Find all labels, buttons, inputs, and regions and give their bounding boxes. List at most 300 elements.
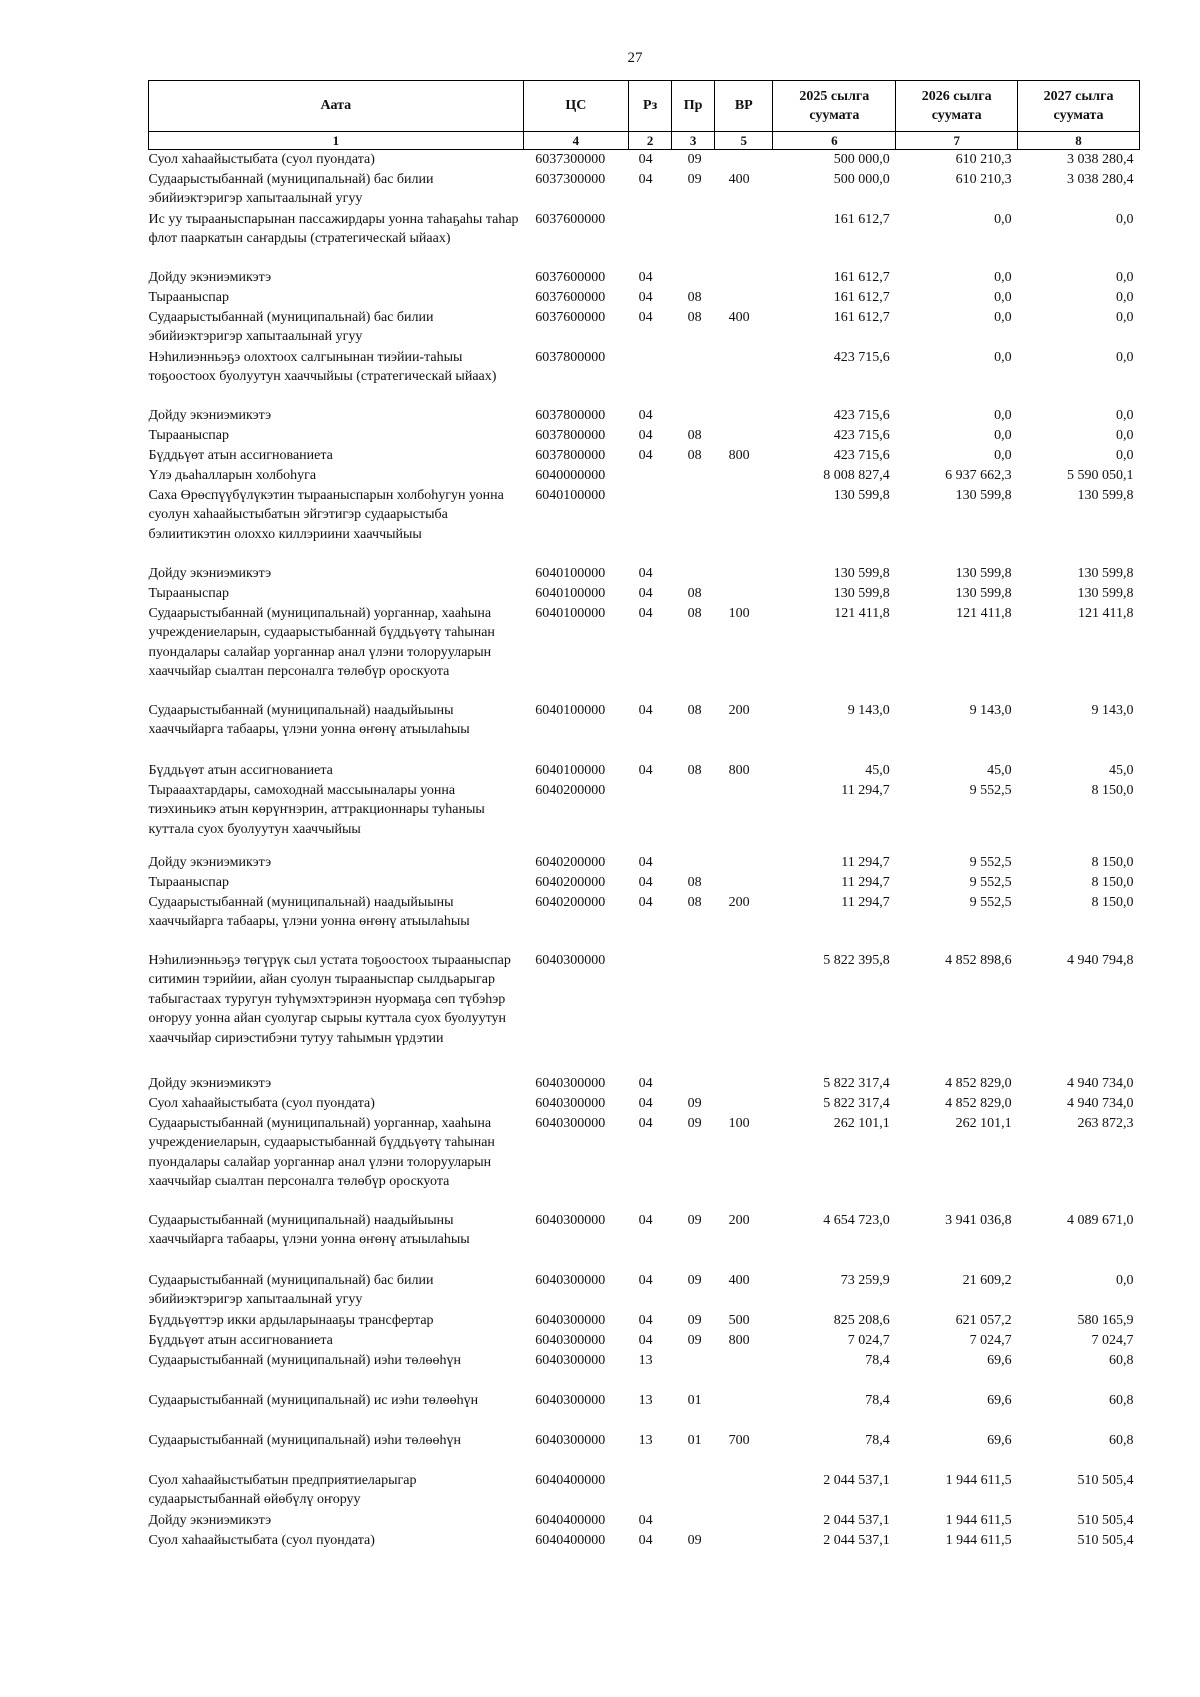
row-cs: 6040100000 <box>535 585 606 601</box>
row-cs: 6037600000 <box>535 309 606 325</box>
table-row <box>149 268 1140 288</box>
row-2027: 0,0 <box>1116 211 1134 227</box>
row-name: Үлэ дьаһалларын холбоһуга <box>148 467 317 483</box>
row-2027: 130 599,8 <box>1077 565 1134 581</box>
row-2025: 825 208,6 <box>833 1312 890 1328</box>
table-row <box>149 584 1140 604</box>
row-2026: 0,0 <box>994 447 1012 463</box>
column-number-row <box>149 132 1140 150</box>
column-number: 8 <box>1018 132 1140 150</box>
row-2025: 7 024,7 <box>847 1332 890 1348</box>
row-2026: 9 552,5 <box>969 854 1012 870</box>
row-rz: 04 <box>638 309 653 325</box>
row-2025: 73 259,9 <box>840 1272 890 1288</box>
row-name: Дойду экэниэмикэтэ <box>148 565 272 581</box>
row-vr <box>715 1471 773 1511</box>
row-vr <box>715 426 773 446</box>
row-name: Бүддьүөттэр икки ардыларынааҕы трансфертар <box>148 1312 434 1328</box>
row-vr: 800 <box>728 447 750 463</box>
row-2026: 0,0 <box>994 407 1012 423</box>
row-vr <box>715 1351 773 1391</box>
table-row <box>149 288 1140 308</box>
row-2027: 510 505,4 <box>1077 1512 1134 1528</box>
row-name: Тырааныспар <box>148 427 230 443</box>
row-pr <box>672 853 715 873</box>
row-rz: 04 <box>638 1115 653 1131</box>
row-vr: 200 <box>728 894 750 910</box>
row-2026: 130 599,8 <box>955 565 1012 581</box>
table-row <box>149 150 1140 170</box>
row-rz: 13 <box>638 1352 653 1368</box>
row-2026: 9 552,5 <box>969 894 1012 910</box>
table-row <box>149 1351 1140 1391</box>
row-2026: 121 411,8 <box>956 605 1012 621</box>
row-2027: 8 150,0 <box>1091 894 1134 910</box>
row-cs: 6037600000 <box>535 211 606 227</box>
table-row <box>149 446 1140 466</box>
table-row <box>149 170 1140 210</box>
row-pr: 09 <box>687 1272 702 1288</box>
budget-table <box>148 80 1140 1551</box>
row-vr: 800 <box>728 762 750 778</box>
table-row <box>149 564 1140 584</box>
row-rz: 04 <box>638 854 653 870</box>
row-cs: 6040300000 <box>535 952 606 968</box>
row-pr: 08 <box>687 894 702 910</box>
row-2026: 0,0 <box>994 349 1012 365</box>
row-pr: 08 <box>687 447 702 463</box>
row-2027: 0,0 <box>1116 269 1134 285</box>
row-vr <box>715 406 773 426</box>
row-rz: 04 <box>638 894 653 910</box>
row-cs: 6037600000 <box>535 289 606 305</box>
column-number: 4 <box>523 132 628 150</box>
row-2027: 4 940 734,0 <box>1067 1075 1134 1091</box>
row-rz: 04 <box>638 565 653 581</box>
row-rz: 04 <box>638 874 653 890</box>
row-2025: 45,0 <box>865 762 890 778</box>
header-2025: 2025 сылга суумата <box>773 81 896 132</box>
row-pr: 08 <box>687 874 702 890</box>
row-name: Нэһилиэнньэҕэ төгүрүк сыл устата тоҕоостоох тырааныспар ситимин тэрийии, айан суолун тырааныспар сылдьарыгар табыгастаах туругун туһүмэхтэринэн нуормаҕа сөп түбэһэр оҥоруу уонна айан суолугар сырыы куттала суох буолуутун хааччыйар сириэстибэни тутуу таһымын үрдэтии <box>148 952 511 1046</box>
row-cs: 6040400000 <box>535 1512 606 1528</box>
row-name: Суол хаһаайыстыбата (суол пуондата) <box>148 1532 375 1548</box>
row-pr: 09 <box>687 152 702 167</box>
row-2027: 8 150,0 <box>1091 782 1134 798</box>
row-2026: 0,0 <box>994 211 1012 227</box>
row-cs: 6040400000 <box>535 1472 606 1488</box>
row-vr: 400 <box>728 171 750 187</box>
row-vr: 100 <box>728 1115 750 1131</box>
row-name: Судаарыстыбаннай (муниципальнай) наадыйыыны хааччыйарга табаары, үлэни уонна өҥөнү атыылаһыы <box>148 894 470 929</box>
row-2025: 161 612,7 <box>833 289 890 305</box>
row-name: Судаарыстыбаннай (муниципальнай) наадыйыыны хааччыйарга табаары, үлэни уонна өҥөнү атыылаһыы <box>148 702 470 737</box>
row-name: Тырааныспар <box>148 874 230 890</box>
row-name: Судаарыстыбаннай (муниципальнай) бас билии эбийиэктэригэр хапытаалынай угуу <box>148 309 434 344</box>
row-2025: 2 044 537,1 <box>823 1472 890 1488</box>
row-name: Судаарыстыбаннай (муниципальнай) бас билии эбийиэктэригэр хапытаалынай угуу <box>148 1272 434 1307</box>
table-row <box>149 406 1140 426</box>
row-2026: 21 609,2 <box>962 1272 1012 1288</box>
row-name: Дойду экэниэмикэтэ <box>148 854 272 870</box>
table-row <box>149 604 1140 701</box>
row-2027: 263 872,3 <box>1077 1115 1134 1131</box>
row-2025: 5 822 317,4 <box>823 1075 890 1091</box>
row-rz <box>629 466 672 486</box>
row-2027: 121 411,8 <box>1078 605 1134 621</box>
row-cs: 6040100000 <box>535 605 606 621</box>
column-number: 1 <box>149 132 524 150</box>
row-rz: 04 <box>638 1512 653 1528</box>
row-2025: 8 008 827,4 <box>823 467 890 483</box>
row-rz: 04 <box>638 171 653 187</box>
row-2027: 9 143,0 <box>1091 702 1134 718</box>
row-rz: 13 <box>638 1392 653 1408</box>
row-2027: 0,0 <box>1116 407 1134 423</box>
row-2027: 60,8 <box>1109 1392 1134 1408</box>
row-2025: 262 101,1 <box>833 1115 890 1131</box>
row-2026: 0,0 <box>994 309 1012 325</box>
row-vr <box>715 564 773 584</box>
table-header-row <box>149 81 1140 132</box>
row-cs: 6040200000 <box>535 894 606 910</box>
row-vr: 700 <box>728 1432 750 1448</box>
row-name: Бүддьүөт атын ассигнованиета <box>148 1332 333 1348</box>
header-cs: ЦС <box>523 81 628 132</box>
row-cs: 6037600000 <box>535 269 606 285</box>
row-2027: 4 940 794,8 <box>1067 952 1134 968</box>
row-vr <box>715 1531 773 1551</box>
row-cs: 6040200000 <box>535 854 606 870</box>
row-pr: 08 <box>687 702 702 718</box>
row-pr <box>672 1511 715 1531</box>
row-2027: 3 038 280,4 <box>1067 171 1134 187</box>
row-cs: 6040100000 <box>535 565 606 581</box>
row-2025: 11 294,7 <box>841 894 890 910</box>
column-number: 6 <box>773 132 896 150</box>
row-pr <box>672 1351 715 1391</box>
table-row <box>149 1271 1140 1311</box>
row-2025: 11 294,7 <box>841 854 890 870</box>
row-2025: 130 599,8 <box>833 565 890 581</box>
row-cs: 6040300000 <box>535 1115 606 1131</box>
row-name: Суол хаһаайыстыбатын предприятиеларыгар судаарыстыбаннай өйөбүлү оҥоруу <box>148 1472 417 1507</box>
row-2027: 0,0 <box>1116 427 1134 443</box>
row-2027: 0,0 <box>1116 349 1134 365</box>
row-2025: 78,4 <box>865 1352 890 1368</box>
row-vr <box>715 1074 773 1094</box>
row-rz: 04 <box>638 1312 653 1328</box>
row-2026: 610 210,3 <box>955 171 1012 187</box>
row-name: Тырааныспар <box>148 289 230 305</box>
row-rz: 04 <box>638 427 653 443</box>
table-row <box>149 873 1140 893</box>
row-2025: 161 612,7 <box>833 269 890 285</box>
table-row <box>149 1531 1140 1551</box>
row-rz <box>629 210 672 268</box>
row-rz: 04 <box>638 1332 653 1348</box>
row-2027: 130 599,8 <box>1077 585 1134 601</box>
row-rz: 04 <box>638 1095 653 1111</box>
row-name: Судаарыстыбаннай (муниципальнай) бас билии эбийиэктэригэр хапытаалынай угуу <box>148 171 434 206</box>
row-name: Дойду экэниэмикэтэ <box>148 1512 272 1528</box>
row-2025: 5 822 395,8 <box>823 952 890 968</box>
column-number: 3 <box>672 132 715 150</box>
row-pr: 08 <box>687 605 702 621</box>
table-row <box>149 1114 1140 1211</box>
row-2027: 45,0 <box>1109 762 1134 778</box>
row-pr <box>672 466 715 486</box>
row-vr <box>715 873 773 893</box>
row-name: Ис уу тырааныспарынан пассажирдары уонна таһаҕаһы таһар флот пааркатын саҥардыы (стратегическай ыйаах) <box>148 211 519 246</box>
row-rz <box>629 781 672 853</box>
table-row <box>149 1431 1140 1471</box>
table-row <box>149 1331 1140 1351</box>
row-2027: 7 024,7 <box>1091 1332 1134 1348</box>
row-name: Дойду экэниэмикэтэ <box>148 1075 272 1091</box>
row-pr <box>672 781 715 853</box>
row-2025: 130 599,8 <box>833 585 890 601</box>
row-cs: 6040100000 <box>535 702 606 718</box>
row-name: Бүддьүөт атын ассигнованиета <box>148 762 333 778</box>
row-2026: 4 852 898,6 <box>945 952 1012 968</box>
row-2026: 0,0 <box>994 427 1012 443</box>
table-row <box>149 951 1140 1074</box>
row-vr <box>715 1094 773 1114</box>
table-row <box>149 426 1140 446</box>
row-rz: 04 <box>638 585 653 601</box>
row-pr <box>672 564 715 584</box>
row-2026: 69,6 <box>987 1432 1012 1448</box>
row-2026: 9 552,5 <box>969 782 1012 798</box>
row-cs: 6040200000 <box>535 874 606 890</box>
row-rz: 04 <box>638 762 653 778</box>
table-row <box>149 761 1140 781</box>
row-2026: 130 599,8 <box>955 585 1012 601</box>
header-rz: Рз <box>629 81 672 132</box>
row-vr <box>715 584 773 604</box>
row-pr: 09 <box>687 1312 702 1328</box>
row-2027: 510 505,4 <box>1077 1532 1134 1548</box>
row-cs: 6037800000 <box>535 447 606 463</box>
row-rz <box>629 1471 672 1511</box>
row-rz: 04 <box>638 1532 653 1548</box>
table-row <box>149 853 1140 873</box>
row-2025: 423 715,6 <box>833 447 890 463</box>
row-vr <box>715 268 773 288</box>
table-row <box>149 781 1140 853</box>
row-vr <box>715 1391 773 1431</box>
row-pr <box>672 951 715 1074</box>
row-vr <box>715 951 773 1074</box>
row-name: Дойду экэниэмикэтэ <box>148 269 272 285</box>
row-cs: 6040100000 <box>535 487 606 503</box>
row-2025: 500 000,0 <box>833 152 890 167</box>
row-2026: 1 944 611,5 <box>945 1532 1012 1548</box>
row-2027: 8 150,0 <box>1091 874 1134 890</box>
row-vr <box>715 150 773 170</box>
row-cs: 6037300000 <box>535 152 606 167</box>
header-pr: Пр <box>672 81 715 132</box>
row-2025: 11 294,7 <box>841 782 890 798</box>
row-2025: 423 715,6 <box>833 349 890 365</box>
row-name: Судаарыстыбаннай (муниципальнай) уорганнар, хааһына учреждениеларын, судаарыстыбаннай бүддьүөтү таһынан пуондалары салайар уорганнар анал үлэни толорууларын хааччыйар сыалтан персоналга төлөбүр ороскуота <box>148 1115 495 1189</box>
row-2025: 423 715,6 <box>833 427 890 443</box>
row-rz: 04 <box>638 269 653 285</box>
row-2026: 4 852 829,0 <box>945 1095 1012 1111</box>
row-rz: 04 <box>638 1212 653 1228</box>
row-2026: 7 024,7 <box>969 1332 1012 1348</box>
row-cs: 6037800000 <box>535 407 606 423</box>
row-pr: 01 <box>687 1432 702 1448</box>
row-rz: 13 <box>638 1432 653 1448</box>
row-name: Тырааныспар <box>148 585 230 601</box>
row-name: Суол хаһаайыстыбата (суол пуондата) <box>148 152 375 167</box>
row-2027: 8 150,0 <box>1091 854 1134 870</box>
row-pr: 01 <box>687 1392 702 1408</box>
table-row <box>149 1094 1140 1114</box>
column-number: 7 <box>896 132 1018 150</box>
row-pr <box>672 406 715 426</box>
column-number: 2 <box>629 132 672 150</box>
row-rz: 04 <box>638 605 653 621</box>
row-rz: 04 <box>638 702 653 718</box>
row-2027: 130 599,8 <box>1077 487 1134 503</box>
row-2026: 4 852 829,0 <box>945 1075 1012 1091</box>
row-vr: 200 <box>728 702 750 718</box>
row-name: Нэһилиэнньэҕэ олохтоох салгынынан тиэйии-таһыы тоҕоостоох буолуутун хааччыйыы (стратегическай ыйаах) <box>148 349 497 384</box>
row-2026: 610 210,3 <box>955 152 1012 167</box>
row-vr <box>715 486 773 564</box>
row-2026: 0,0 <box>994 269 1012 285</box>
row-2027: 60,8 <box>1109 1352 1134 1368</box>
row-pr: 09 <box>687 1115 702 1131</box>
header-vr: ВР <box>715 81 773 132</box>
table-row <box>149 466 1140 486</box>
row-2027: 3 038 280,4 <box>1067 152 1134 167</box>
row-rz <box>629 348 672 406</box>
row-pr: 08 <box>687 309 702 325</box>
row-2027: 4 089 671,0 <box>1067 1212 1134 1228</box>
row-cs: 6037300000 <box>535 171 606 187</box>
row-2026: 3 941 036,8 <box>945 1212 1012 1228</box>
row-2025: 423 715,6 <box>833 407 890 423</box>
row-2026: 262 101,1 <box>955 1115 1012 1131</box>
table-row <box>149 893 1140 951</box>
row-cs: 6040300000 <box>535 1095 606 1111</box>
row-2025: 11 294,7 <box>841 874 890 890</box>
row-2027: 510 505,4 <box>1077 1472 1134 1488</box>
row-2027: 4 940 734,0 <box>1067 1095 1134 1111</box>
row-vr: 800 <box>728 1332 750 1348</box>
table-row <box>149 210 1140 268</box>
row-rz: 04 <box>638 407 653 423</box>
row-2025: 78,4 <box>865 1392 890 1408</box>
row-2026: 130 599,8 <box>955 487 1012 503</box>
row-2025: 500 000,0 <box>833 171 890 187</box>
row-cs: 6040400000 <box>535 1532 606 1548</box>
row-2026: 69,6 <box>987 1392 1012 1408</box>
row-rz: 04 <box>638 289 653 305</box>
row-cs: 6040300000 <box>535 1075 606 1091</box>
table-row <box>149 1391 1140 1431</box>
table-row <box>149 308 1140 348</box>
row-rz: 04 <box>638 1272 653 1288</box>
row-name: Бүддьүөт атын ассигнованиета <box>148 447 333 463</box>
row-2025: 161 612,7 <box>833 309 890 325</box>
row-vr: 200 <box>728 1212 750 1228</box>
row-2026: 9 552,5 <box>969 874 1012 890</box>
row-2027: 0,0 <box>1116 1272 1134 1288</box>
row-2026: 45,0 <box>987 762 1012 778</box>
row-name: Тырааахтардары, самоходнай массыыналары уонна тиэхиньикэ атын көрүҥнэрин, аттракционнары туһаныы куттала суох буолуутун хааччыйыы <box>148 782 485 837</box>
row-vr <box>715 853 773 873</box>
page-number: 27 <box>627 50 643 66</box>
column-number: 5 <box>715 132 773 150</box>
row-name: Судаарыстыбаннай (муниципальнай) уорганнар, хааһына учреждениеларын, судаарыстыбаннай бүддьүөтү таһынан пуондалары салайар уорганнар анал үлэни толорууларын хааччыйар сыалтан персоналга төлөбүр ороскуота <box>148 605 495 679</box>
row-2025: 2 044 537,1 <box>823 1512 890 1528</box>
row-2025: 4 654 723,0 <box>823 1212 890 1228</box>
table-row <box>149 1511 1140 1531</box>
row-cs: 6040100000 <box>535 762 606 778</box>
row-vr <box>715 1511 773 1531</box>
row-cs: 6040300000 <box>535 1312 606 1328</box>
row-rz: 04 <box>638 1075 653 1091</box>
row-vr: 500 <box>728 1312 750 1328</box>
table-row <box>149 1311 1140 1331</box>
row-pr: 08 <box>687 289 702 305</box>
table-row <box>149 701 1140 761</box>
table-row <box>149 1211 1140 1271</box>
row-vr <box>715 781 773 853</box>
row-cs: 6040300000 <box>535 1392 606 1408</box>
row-cs: 6040200000 <box>535 782 606 798</box>
row-vr <box>715 348 773 406</box>
header-2026: 2026 сылга суумата <box>896 81 1018 132</box>
row-cs: 6037800000 <box>535 427 606 443</box>
row-pr: 09 <box>687 1095 702 1111</box>
row-cs: 6040300000 <box>535 1212 606 1228</box>
row-pr <box>672 348 715 406</box>
table-row <box>149 348 1140 406</box>
row-pr: 09 <box>687 1212 702 1228</box>
row-pr: 08 <box>687 585 702 601</box>
row-cs: 6040300000 <box>535 1272 606 1288</box>
row-vr <box>715 466 773 486</box>
row-rz: 04 <box>638 447 653 463</box>
table-row <box>149 486 1140 564</box>
row-cs: 6040300000 <box>535 1352 606 1368</box>
row-pr: 08 <box>687 427 702 443</box>
row-2027: 580 165,9 <box>1077 1312 1134 1328</box>
row-pr <box>672 486 715 564</box>
row-cs: 6040000000 <box>535 467 606 483</box>
row-pr: 09 <box>687 1532 702 1548</box>
header-2027: 2027 сылга суумата <box>1018 81 1140 132</box>
row-2025: 130 599,8 <box>833 487 890 503</box>
row-cs: 6037800000 <box>535 349 606 365</box>
row-pr: 09 <box>687 1332 702 1348</box>
row-rz <box>629 951 672 1074</box>
row-2026: 1 944 611,5 <box>945 1472 1012 1488</box>
row-2025: 2 044 537,1 <box>823 1532 890 1548</box>
row-2025: 78,4 <box>865 1432 890 1448</box>
row-cs: 6040300000 <box>535 1432 606 1448</box>
row-2027: 60,8 <box>1109 1432 1134 1448</box>
row-vr: 100 <box>728 605 750 621</box>
row-2026: 9 143,0 <box>969 702 1012 718</box>
row-vr: 400 <box>728 309 750 325</box>
